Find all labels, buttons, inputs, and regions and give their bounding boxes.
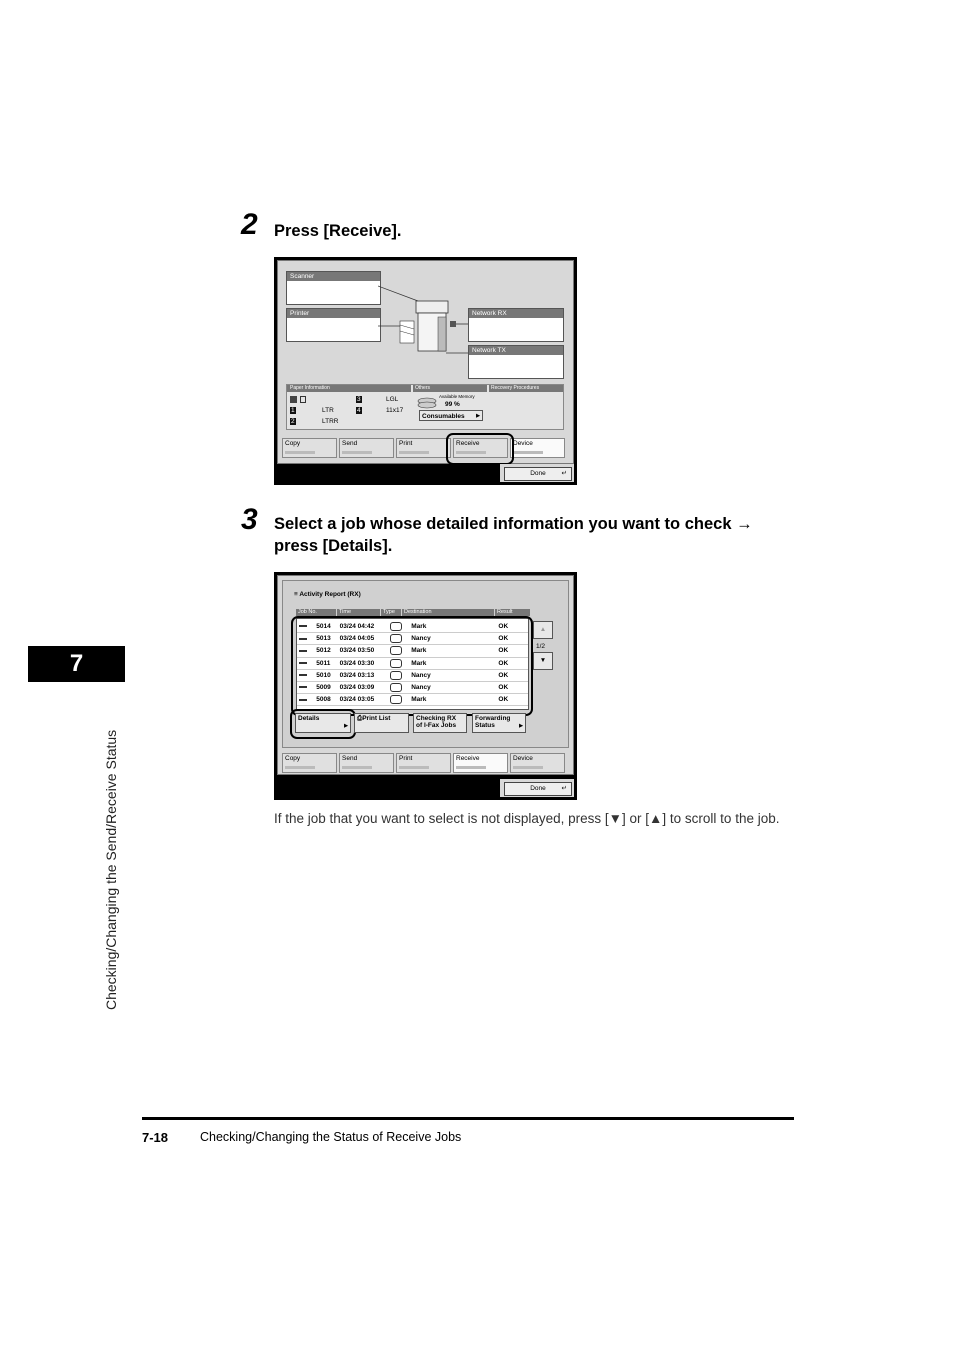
arrow-right-icon: ▶	[476, 413, 480, 419]
job-destination: Nancy	[409, 669, 496, 681]
job-result: OK	[496, 669, 528, 681]
scanner-box	[286, 271, 381, 305]
step-3-number: 3	[241, 503, 258, 536]
step-2-number: 2	[241, 208, 258, 241]
job-result: OK	[496, 694, 528, 706]
paper-row	[290, 417, 410, 428]
report-panel	[277, 575, 574, 775]
print-list-button[interactable]	[354, 713, 409, 733]
paper-slot: 3	[357, 396, 361, 403]
done-button[interactable]	[504, 467, 572, 481]
footer-section-title: Checking/Changing the Status of Receive Jobs	[200, 1130, 462, 1144]
paper-slot: 4	[357, 407, 361, 414]
print-list-label: Print List	[362, 715, 391, 722]
job-result: OK	[496, 657, 528, 669]
job-destination: Nancy	[409, 681, 496, 693]
paper-info-label: Paper Information	[290, 385, 330, 391]
job-number: 5013	[314, 633, 337, 645]
device-status-screen	[274, 257, 577, 485]
details-label: Details	[298, 715, 320, 722]
info-strip	[286, 384, 564, 430]
tab-bar	[282, 438, 567, 458]
tab-label: Copy	[285, 755, 301, 762]
tab-label: Send	[342, 440, 358, 447]
paper-size: LGL	[386, 396, 399, 403]
tab-label: Receive	[456, 755, 480, 762]
tab-label: Device	[513, 440, 533, 447]
others-label: Others	[415, 385, 431, 391]
table-header	[296, 609, 531, 616]
copier-illustration-icon	[378, 281, 468, 361]
triangle-down-icon: ▼	[539, 657, 547, 664]
scroll-down-button[interactable]	[533, 652, 553, 670]
chapter-tab: 7	[28, 646, 125, 682]
col-destination: Destination	[402, 609, 494, 616]
paper-slot: 1	[291, 407, 295, 414]
job-number: 5010	[314, 669, 337, 681]
step-3-text-line2: press [Details].	[274, 537, 393, 555]
job-time: 03/24 03:09	[338, 681, 388, 693]
job-time: 03/24 03:30	[338, 657, 388, 669]
list-icon: ≡	[294, 591, 300, 598]
scanner-label: Scanner	[287, 272, 380, 281]
checking-rx-label-line1: Checking RX	[416, 715, 457, 722]
network-tx-box	[468, 345, 564, 379]
report-title: Activity Report (RX)	[299, 591, 361, 598]
col-time: Time	[337, 609, 380, 616]
paper-size: LTR	[322, 407, 334, 414]
tab-label: Device	[513, 755, 533, 762]
printer-icon: ⎙	[357, 715, 363, 722]
col-result: Result	[495, 609, 530, 616]
forwarding-status-button[interactable]	[472, 713, 526, 733]
step-2-text: Press [Receive].	[274, 222, 402, 240]
tab-label: Print	[399, 440, 413, 447]
network-tx-label: Network TX	[469, 346, 563, 355]
printer-box	[286, 308, 381, 342]
paper-icon	[300, 396, 306, 403]
tab-label: Send	[342, 755, 358, 762]
memory-value: 99 %	[445, 401, 460, 408]
tab-send[interactable]	[339, 753, 394, 773]
col-job-no: Job No.	[296, 609, 336, 616]
job-result: OK	[496, 681, 528, 693]
forwarding-label-line1: Forwarding	[475, 715, 511, 722]
status-panel	[277, 260, 574, 464]
memory-disk-icon	[417, 397, 437, 411]
job-destination: Mark	[409, 657, 496, 669]
tab-print[interactable]	[396, 753, 451, 773]
consumables-button[interactable]	[419, 410, 483, 421]
tab-bar	[282, 753, 567, 773]
activity-report-screen	[274, 572, 577, 800]
page-number: 7-18	[142, 1130, 169, 1145]
job-result: OK	[496, 633, 528, 645]
job-number: 5012	[314, 645, 337, 657]
done-button[interactable]	[504, 782, 572, 796]
paper-size: LTRR	[322, 418, 339, 425]
paper-row	[290, 406, 410, 417]
tab-receive[interactable]	[453, 753, 508, 773]
paper-size: 11x17	[386, 407, 404, 414]
report-title-row	[294, 591, 361, 598]
checking-rx-label-line2: of I-Fax Jobs	[416, 722, 457, 729]
scroll-note: If the job that you want to select is not displayed, press [▼] or [▲] to scroll to the job.	[274, 811, 780, 826]
paper-slot: 2	[291, 418, 295, 425]
job-number: 5014	[314, 621, 337, 633]
tab-send[interactable]	[339, 438, 394, 458]
job-destination: Mark	[409, 645, 496, 657]
tab-label: Receive	[456, 440, 480, 447]
enter-icon: ↵	[561, 785, 567, 792]
checking-rx-button[interactable]	[413, 713, 467, 733]
tab-label: Print	[399, 755, 413, 762]
job-destination: Nancy	[409, 633, 496, 645]
job-number: 5009	[314, 681, 337, 693]
forwarding-label-line2: Status	[475, 722, 495, 729]
recovery-label: Recovery Procedures	[491, 385, 540, 391]
paper-info-list	[290, 395, 410, 428]
tab-copy[interactable]	[282, 438, 337, 458]
arrow-right-icon: ▶	[344, 723, 348, 729]
job-number: 5008	[314, 694, 337, 706]
network-rx-label: Network RX	[469, 309, 563, 318]
job-number: 5011	[314, 657, 337, 669]
chapter-title-vertical: Checking/Changing the Send/Receive Status	[103, 729, 119, 1010]
receive-highlight	[446, 433, 514, 465]
job-result: OK	[496, 621, 528, 633]
tab-print[interactable]	[396, 438, 451, 458]
done-label: Done	[530, 785, 546, 792]
details-highlight	[290, 709, 356, 739]
enter-icon: ↵	[561, 470, 567, 477]
job-time: 03/24 03:13	[338, 669, 388, 681]
done-label: Done	[530, 470, 546, 477]
triangle-up-icon: ▲	[539, 626, 547, 633]
tab-label: Copy	[285, 440, 301, 447]
arrow-right-icon: ▶	[519, 723, 523, 729]
job-time: 03/24 03:05	[338, 694, 388, 706]
footer-rule	[142, 1117, 794, 1120]
network-rx-box	[468, 308, 564, 342]
job-time: 03/24 03:50	[338, 645, 388, 657]
tab-device[interactable]	[510, 753, 565, 773]
job-time: 03/24 04:05	[338, 633, 388, 645]
step-3-text-line1: Select a job whose detailed information you want to check →	[274, 515, 753, 533]
printer-label: Printer	[287, 309, 380, 318]
tab-device[interactable]	[510, 438, 565, 458]
tray-icon	[290, 396, 297, 403]
job-result: OK	[496, 645, 528, 657]
job-time: 03/24 04:42	[338, 621, 388, 633]
paper-row	[290, 395, 410, 406]
job-destination: Mark	[409, 694, 496, 706]
col-type: Type	[381, 609, 401, 616]
job-destination: Mark	[409, 621, 496, 633]
page-indicator: 1/2	[536, 643, 546, 650]
scroll-up-button[interactable]	[533, 621, 553, 639]
job-list-highlight	[291, 616, 533, 716]
consumables-label: Consumables	[422, 413, 465, 420]
memory-label: Available Memory	[439, 394, 475, 399]
tab-copy[interactable]	[282, 753, 337, 773]
